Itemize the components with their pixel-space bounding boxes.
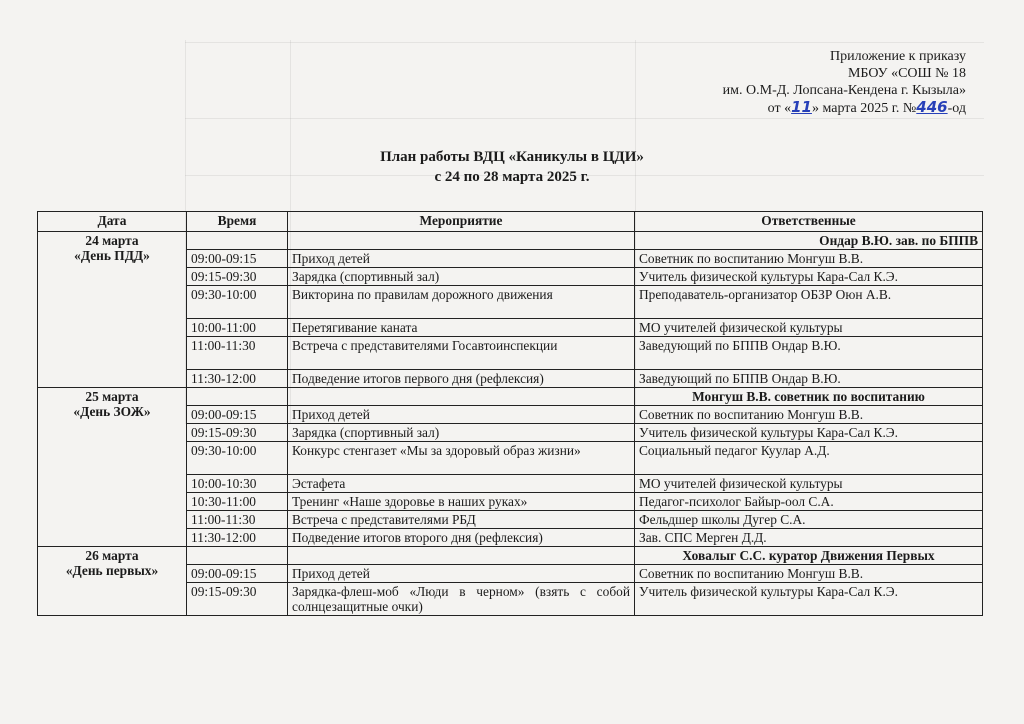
table-row: 09:30-10:00 Викторина по правилам дорожного движения Преподаватель-организатор ОБЗР Оюн А.В. (38, 286, 983, 319)
handwritten-day: 11 (791, 98, 812, 116)
date-cell: 26 марта «День первых» (38, 547, 187, 616)
table-row: 10:00-11:00 Перетягивание каната МО учителей физической культуры (38, 319, 983, 337)
date-cell: 24 марта «День ПДД» (38, 232, 187, 388)
day-head-row (38, 547, 983, 565)
approval-block (606, 48, 966, 117)
table-row: 10:00-10:30 Эстафета МО учителей физической культуры (38, 475, 983, 493)
day-head-responsible: Ховалыг С.С. куратор Движения Первых (635, 547, 983, 565)
day-head-responsible: Ондар В.Ю. зав. по БППВ (635, 232, 983, 250)
date-cell: 25 марта «День ЗОЖ» (38, 388, 187, 547)
table-row: 09:00-09:15 Приход детей Советник по воспитанию Монгуш В.В. (38, 565, 983, 583)
table-header-row (38, 212, 983, 232)
table-row: 09:15-09:30 Зарядка (спортивный зал) Учитель физической культуры Кара-Сал К.Э. (38, 268, 983, 286)
table-row: 09:15-09:30 Зарядка-флеш-моб «Люди в черном» (взять с собой солнцезащитные очки) Учитель физической культуры Кара-Сал К.Э. (38, 583, 983, 616)
header-event: Мероприятие (288, 212, 635, 232)
document-title (0, 147, 1024, 187)
table-row: 11:30-12:00 Подведение итогов второго дня (рефлексия) Зав. СПС Мерген Д.Д. (38, 529, 983, 547)
day-head-responsible: Монгуш В.В. советник по воспитанию (635, 388, 983, 406)
day-head-row (38, 388, 983, 406)
table-row: 11:30-12:00 Подведение итогов первого дня (рефлексия) Заведующий по БППВ Ондар В.Ю. (38, 370, 983, 388)
table-row: 09:00-09:15 Приход детей Советник по воспитанию Монгуш В.В. (38, 406, 983, 424)
table-row: 09:30-10:00 Конкурс стенгазет «Мы за здоровый образ жизни» Социальный педагог Куулар А.Д. (38, 442, 983, 475)
table-row: 11:00-11:30 Встреча с представителями Госавтоинспекции Заведующий по БППВ Ондар В.Ю. (38, 337, 983, 370)
title-line-2: с 24 по 28 марта 2025 г. (434, 169, 590, 185)
day-head-row (38, 232, 983, 250)
approval-line: МБОУ «СОШ № 18 (847, 66, 966, 81)
header-date: Дата (38, 212, 187, 232)
table-row: 09:15-09:30 Зарядка (спортивный зал) Учитель физической культуры Кара-Сал К.Э. (38, 424, 983, 442)
title-line-1: План работы ВДЦ «Каникулы в ЦДИ» (380, 149, 644, 165)
schedule-table (37, 211, 983, 616)
bleed-through-line (185, 42, 984, 43)
header-responsible: Ответственные (635, 212, 983, 232)
handwritten-order-number: 446 (916, 98, 948, 116)
approval-order-line: от «11» марта 2025 г. №446-од (767, 98, 966, 116)
bleed-through-line (185, 118, 984, 119)
table-row: 11:00-11:30 Встреча с представителями РБД Фельдшер школы Дугер С.А. (38, 511, 983, 529)
approval-line: Приложение к приказу (830, 49, 966, 64)
table-row: 09:00-09:15 Приход детей Советник по воспитанию Монгуш В.В. (38, 250, 983, 268)
table-row: 10:30-11:00 Тренинг «Наше здоровье в наших руках» Педагог-психолог Байыр-оол С.А. (38, 493, 983, 511)
header-time: Время (187, 212, 288, 232)
approval-line: им. О.М-Д. Лопсана-Кендена г. Кызыла» (722, 83, 966, 98)
